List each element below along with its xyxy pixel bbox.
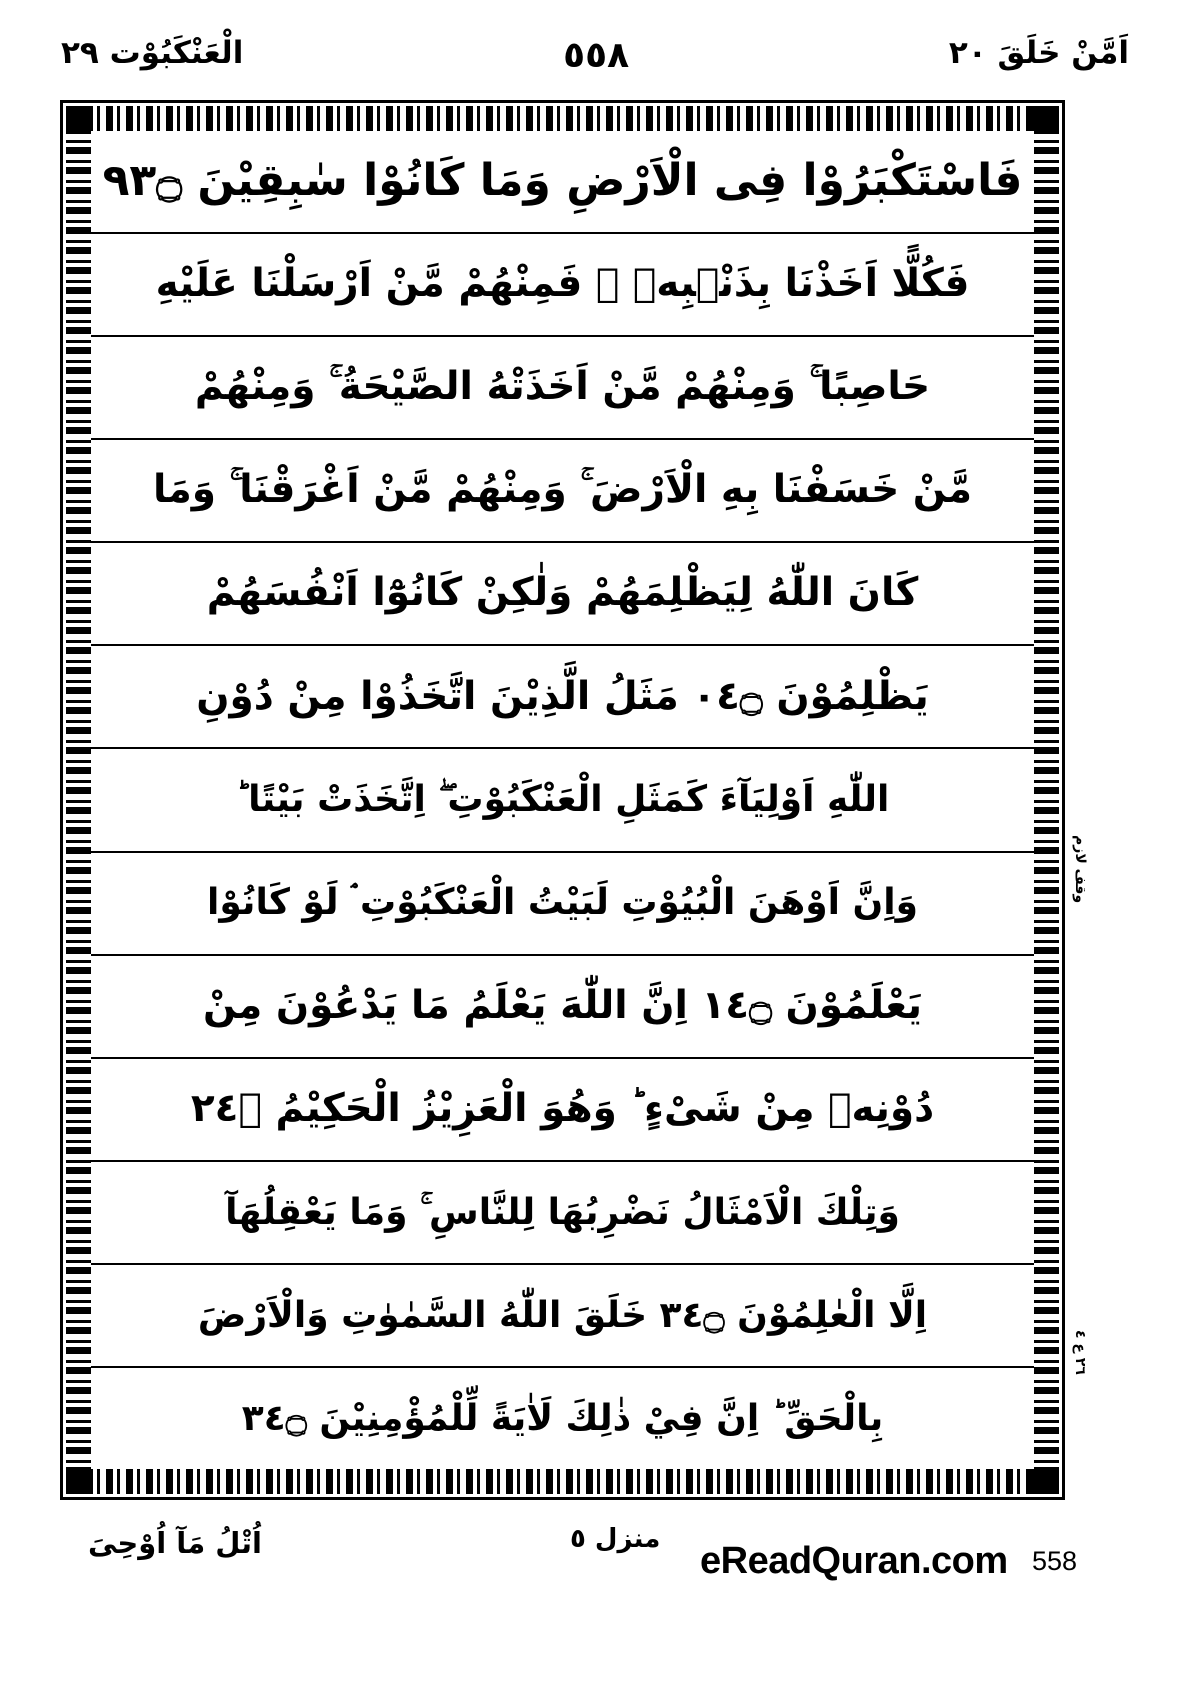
footer-page-number: 558 <box>1032 1546 1078 1576</box>
header-surah-label: الْعَنْكَبُوْت ٢٩ <box>61 35 244 71</box>
quran-line-text: مَّنْ خَسَفْنَا بِهِ الْاَرْضَ ۚ وَمِنْهُمْ مَّنْ اَغْرَقْنَا ۚ وَمَا <box>152 467 973 513</box>
footer-juz-continuation-label: اُتْلُ مَآ اُوْحِىَ <box>88 1526 262 1560</box>
quran-line-text: دُوْنِهٖ مِنْ شَىْءٍ ؕ وَهُوَ الْعَزِيْزُ الْحَكِيْمُ ۝٤٢ <box>190 1085 935 1131</box>
header-juz-label: اَمَّنْ خَلَقَ ٢٠ <box>948 35 1129 71</box>
header-page-number-arabic: ٥٥٨ <box>563 35 630 76</box>
quran-line <box>91 749 1034 852</box>
frame-corner-bottom-left <box>66 1468 92 1494</box>
quran-line <box>91 337 1034 440</box>
quran-line-text: وَاِنَّ اَوْهَنَ الْبُيُوْتِ لَبَيْتُ الْعَنْكَبُوْتِ ۘ لَوْ كَانُوْا <box>207 882 918 924</box>
quran-line <box>91 234 1034 337</box>
frame-corner-bottom-right <box>1033 1468 1059 1494</box>
margin-note-ruku-marker: ٢٦ ع ٤ <box>1072 1330 1088 1375</box>
quran-line-text: اللّٰهِ اَوْلِيَآءَ كَمَثَلِ الْعَنْكَبُوْتِ ۖ اِتَّخَذَتْ بَيْتًا ؕ <box>235 779 890 821</box>
quran-line <box>91 956 1034 1059</box>
page-header <box>55 35 1135 96</box>
frame-corner-top-right <box>1033 106 1059 132</box>
frame-corner-top-left <box>66 106 92 132</box>
quran-line <box>91 131 1034 234</box>
footer-manzil-label: منزل ٥ <box>570 1524 661 1554</box>
page-footer <box>60 1518 1130 1608</box>
quran-line-text: فَاسْتَكْبَرُوْا فِى الْاَرْضِ وَمَا كَانُوْا سٰبِقِيْنَ ۝٣٩ <box>102 155 1023 207</box>
quran-line-text: اِلَّا الْعٰلِمُوْنَ ۝٤٣ خَلَقَ اللّٰهُ السَّمٰوٰتِ وَالْاَرْضَ <box>197 1294 928 1336</box>
quran-line-text: يَعْلَمُوْنَ ۝٤١ اِنَّ اللّٰهَ يَعْلَمُ مَا يَدْعُوْنَ مِنْ <box>203 982 922 1028</box>
quran-line-text: فَكُلًّا اَخَذْنَا بِذَنْۢبِهٖ ۚ فَمِنْهُمْ مَّنْ اَرْسَلْنَا عَلَيْهِ <box>155 261 970 307</box>
quran-line <box>91 440 1034 543</box>
quran-line <box>91 1368 1034 1469</box>
quran-line <box>91 543 1034 646</box>
quran-line-text: يَظْلِمُوْنَ ۝٤٠ مَثَلُ الَّذِيْنَ اتَّخَذُوْا مِنْ دُوْنِ <box>196 673 929 719</box>
quran-line <box>91 1059 1034 1162</box>
margin-note-waqf-lazim: وقف لازم <box>1072 835 1088 904</box>
quran-line <box>91 1162 1034 1265</box>
quran-line-text: بِالْحَقِّ ؕ اِنَّ فِيْ ذٰلِكَ لَاٰيَةً لِّلْمُؤْمِنِيْنَ ۝٤٣ <box>241 1397 884 1439</box>
quran-line-text: وَتِلْكَ الْاَمْثَالُ نَضْرِبُهَا لِلنَّاسِ ۚ وَمَا يَعْقِلُهَآ <box>225 1191 900 1233</box>
quran-line <box>91 853 1034 956</box>
quran-line-text: حَاصِبًا ۚ وَمِنْهُمْ مَّنْ اَخَذَتْهُ الصَّيْحَةُ ۚ وَمِنْهُمْ <box>194 364 931 410</box>
footer-brand-label: eReadQuran.com <box>700 1540 1008 1582</box>
quran-line-text: كَانَ اللّٰهُ لِيَظْلِمَهُمْ وَلٰكِنْ كَانُوْٓا اَنْفُسَهُمْ <box>206 570 919 616</box>
quran-line <box>91 646 1034 749</box>
quran-line <box>91 1265 1034 1368</box>
quran-text-area <box>91 131 1034 1469</box>
